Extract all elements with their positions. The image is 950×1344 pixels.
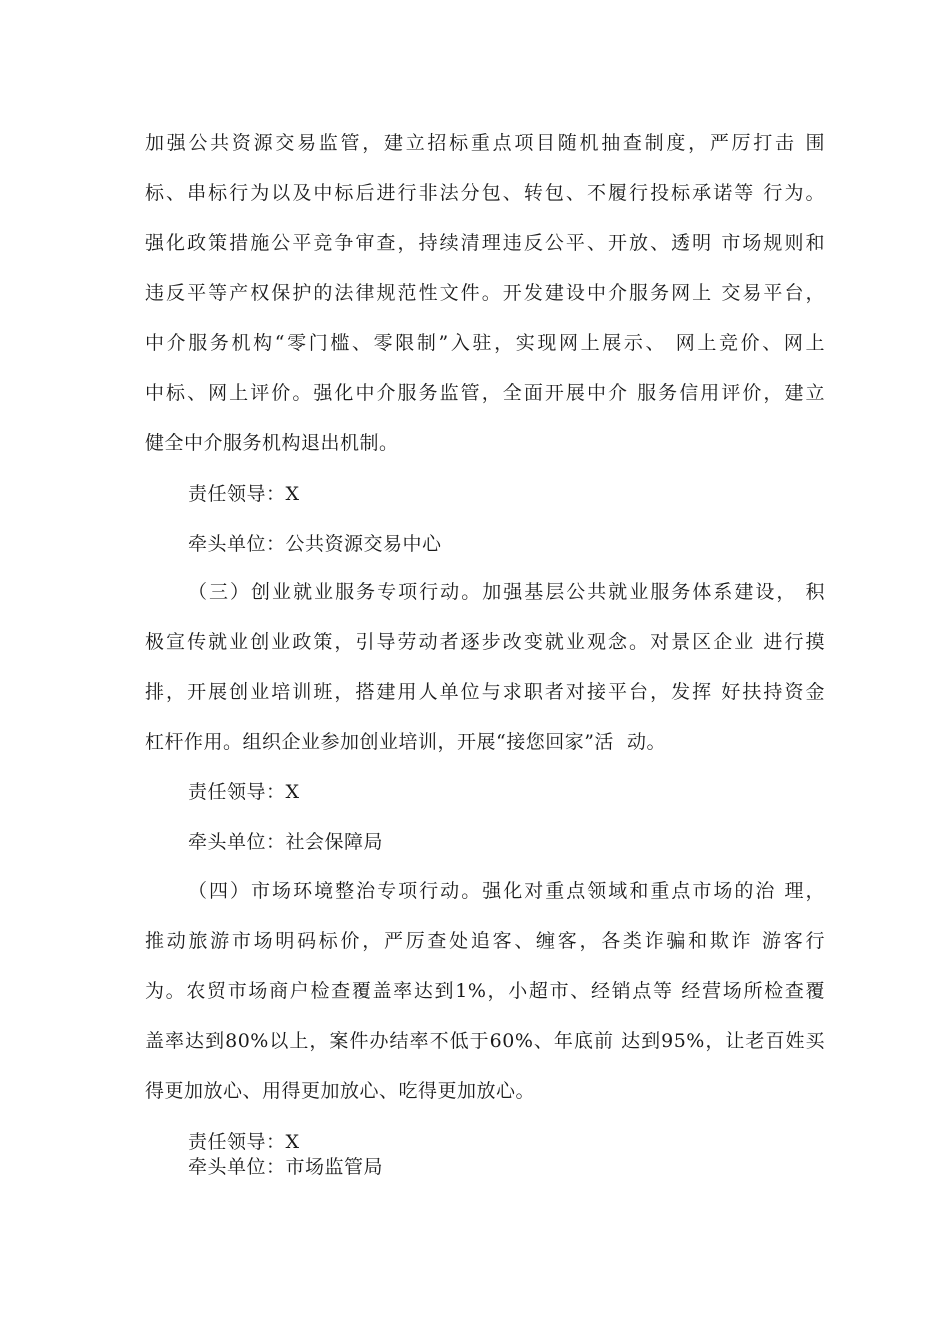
section-heading-line: （四）市场环境整治专项行动。强化对重点领域和重点市场的治 理，	[188, 880, 825, 902]
paragraph-line: 盖率达到80%以上，案件办结率不低于60%、年底前 达到95%，让老百姓买	[145, 1030, 825, 1052]
responsible-leader: 责任领导：X	[188, 1131, 300, 1153]
paragraph-line: 极宣传就业创业政策，引导劳动者逐步改变就业观念。对景区企业 进行摸	[145, 631, 825, 653]
section-heading-line: （三）创业就业服务专项行动。加强基层公共就业服务体系建设， 积	[188, 581, 825, 603]
paragraph-line: 中标、网上评价。强化中介服务监管，全面开展中介 服务信用评价，建立	[145, 382, 825, 404]
paragraph-line: 为。农贸市场商户检查覆盖率达到1%，小超市、经销点等 经营场所检查覆	[145, 980, 825, 1002]
paragraph-line: 违反平等产权保护的法律规范性文件。开发建设中介服务网上 交易平台，	[145, 282, 825, 304]
paragraph-line: 得更加放心、用得更加放心、吃得更加放心。	[145, 1080, 536, 1102]
lead-unit: 牵头单位：公共资源交易中心	[188, 533, 442, 555]
paragraph-line: 排，开展创业培训班，搭建用人单位与求职者对接平台，发挥 好扶持资金	[145, 681, 825, 703]
paragraph-line: 健全中介服务机构退出机制。	[145, 432, 399, 454]
lead-unit: 牵头单位：社会保障局	[188, 831, 384, 853]
paragraph-line: 强化政策措施公平竞争审查，持续清理违反公平、开放、透明 市场规则和	[145, 232, 825, 254]
responsible-leader: 责任领导：X	[188, 483, 300, 505]
responsible-leader: 责任领导：X	[188, 781, 300, 803]
lead-unit: 牵头单位：市场监管局	[188, 1156, 384, 1178]
paragraph-line: 中介服务机构“零门槛、零限制”入驻，实现网上展示、 网上竞价、网上	[145, 332, 825, 354]
paragraph-line: 标、串标行为以及中标后进行非法分包、转包、不履行投标承诺等 行为。	[145, 182, 825, 204]
paragraph-line: 杠杆作用。组织企业参加创业培训，开展“接您回家”活 动。	[145, 731, 667, 753]
paragraph-line: 推动旅游市场明码标价，严厉查处追客、缠客，各类诈骗和欺诈 游客行	[145, 930, 825, 952]
paragraph-line: 加强公共资源交易监管，建立招标重点项目随机抽查制度，严厉打击 围	[145, 132, 825, 154]
